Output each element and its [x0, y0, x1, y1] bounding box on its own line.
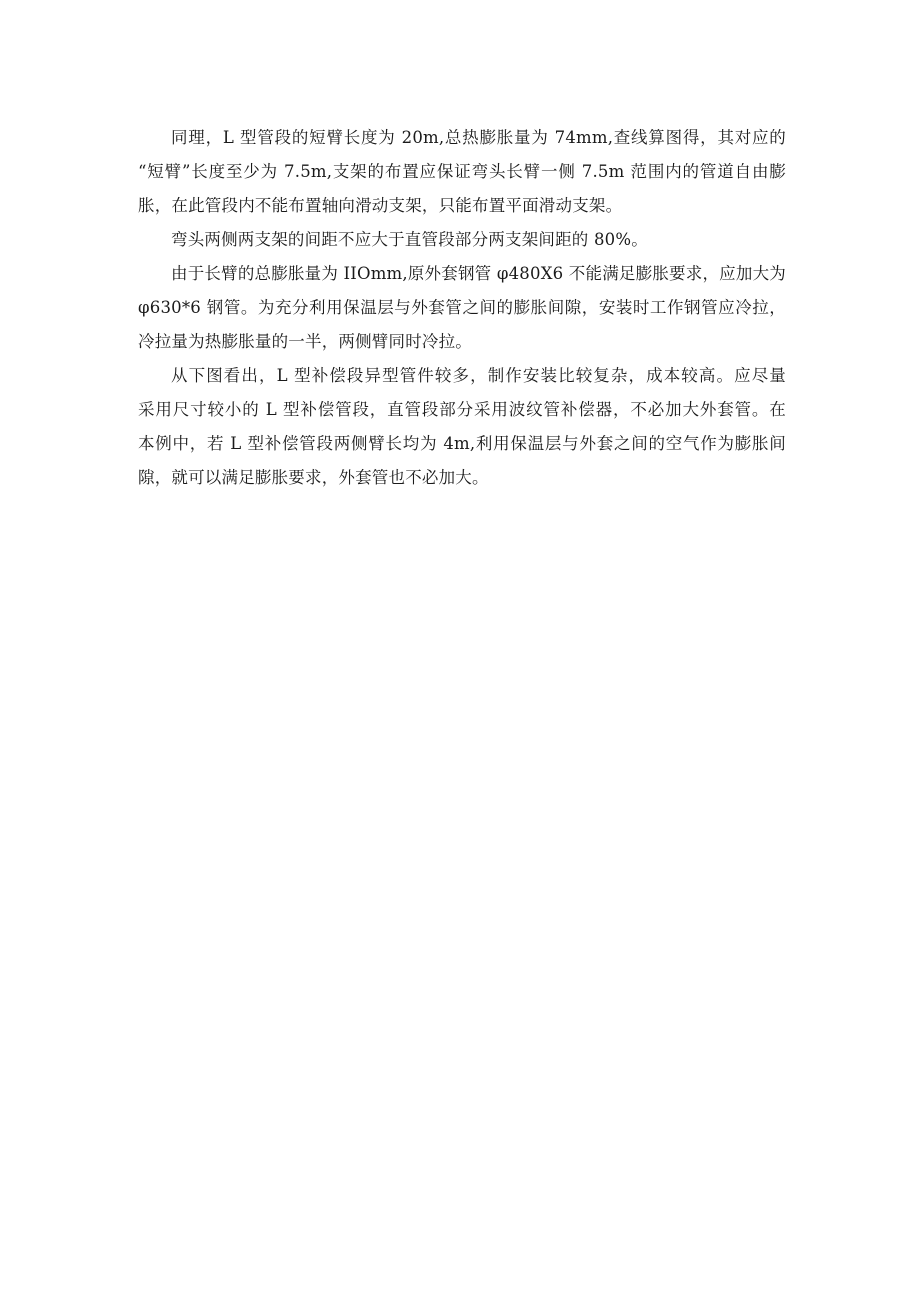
- paragraph-4-line-3: 本例中，若 L 型补偿管段两侧臂长均为 4m,利用保温层与外套之间的空气作为膨胀间: [138, 434, 786, 453]
- paragraph-1: [138, 121, 786, 223]
- paragraph-4-line-4: 隙，就可以满足膨胀要求，外套管也不必加大。: [138, 468, 489, 487]
- paragraph-3-line-1: 由于长臂的总膨胀量为 IIOmm,原外套钢管 φ480X6 不能满足膨胀要求，应加大为: [171, 264, 786, 283]
- paragraph-3: [138, 257, 786, 359]
- paragraph-3-line-3: 冷拉量为热膨胀量的一半，两侧臂同时冷拉。: [138, 332, 472, 351]
- paragraph-2-line-1: 弯头两侧两支架的间距不应大于直管段部分两支架间距的 80%。: [171, 230, 648, 249]
- paragraph-4-line-1: 从下图看出，L 型补偿段异型管件较多，制作安装比较复杂，成本较高。应尽量: [171, 366, 786, 385]
- paragraph-2: [138, 223, 786, 257]
- paragraph-1-line-1: 同理，L 型管段的短臂长度为 20m,总热膨胀量为 74mm,查线算图得，其对应的: [171, 128, 786, 147]
- paragraph-4-line-2: 采用尺寸较小的 L 型补偿管段，直管段部分采用波纹管补偿器，不必加大外套管。在: [138, 400, 786, 419]
- paragraph-3-line-2: φ630*6 钢管。为充分利用保温层与外套管之间的膨胀间隙，安装时工作钢管应冷拉，: [138, 298, 786, 317]
- paragraph-4: [138, 359, 786, 495]
- paragraph-1-line-3: 胀，在此管段内不能布置轴向滑动支架，只能布置平面滑动支架。: [138, 196, 623, 215]
- paragraph-1-line-2: “短臂”长度至少为 7.5m,支架的布置应保证弯头长臂一侧 7.5m 范围内的管道自由膨: [138, 162, 786, 181]
- body-text: [138, 121, 786, 495]
